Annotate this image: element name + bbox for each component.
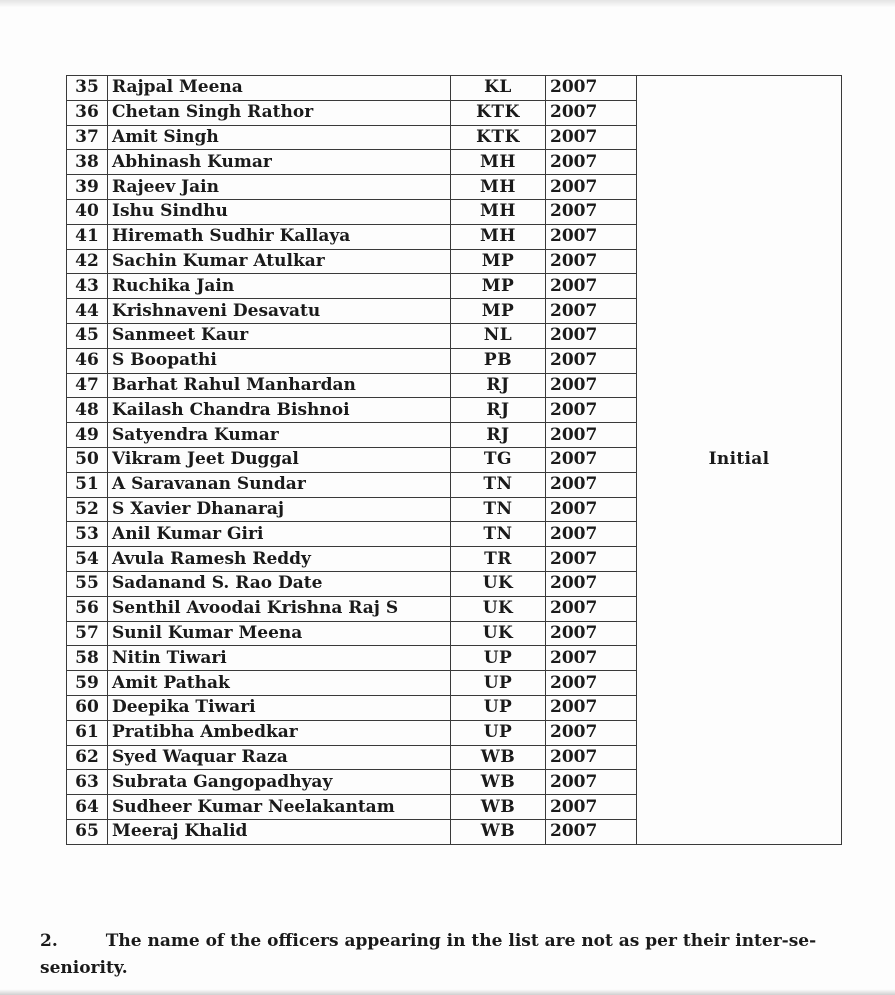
officer-name-cell: Satyendra Kumar xyxy=(108,423,451,448)
serial-number-cell: 62 xyxy=(67,745,108,770)
serial-number-cell: 53 xyxy=(67,522,108,547)
officer-name-cell: Anil Kumar Giri xyxy=(108,522,451,547)
batch-year-cell: 2007 xyxy=(546,125,637,150)
batch-year-cell: 2007 xyxy=(546,621,637,646)
serial-number-cell: 35 xyxy=(67,76,108,101)
serial-number-cell: 64 xyxy=(67,795,108,820)
batch-year-cell: 2007 xyxy=(546,522,637,547)
cadre-cell: WB xyxy=(451,745,546,770)
serial-number-cell: 43 xyxy=(67,274,108,299)
batch-year-cell: 2007 xyxy=(546,175,637,200)
batch-year-cell: 2007 xyxy=(546,348,637,373)
cadre-cell: TG xyxy=(451,447,546,472)
cadre-cell: TN xyxy=(451,522,546,547)
cadre-cell: TR xyxy=(451,547,546,572)
cadre-cell: MP xyxy=(451,299,546,324)
batch-year-cell: 2007 xyxy=(546,447,637,472)
batch-year-cell: 2007 xyxy=(546,497,637,522)
batch-year-cell: 2007 xyxy=(546,720,637,745)
officer-name-cell: Pratibha Ambedkar xyxy=(108,720,451,745)
note-paragraph xyxy=(40,928,840,982)
cadre-cell: UK xyxy=(451,571,546,596)
cadre-cell: TN xyxy=(451,472,546,497)
batch-year-cell: 2007 xyxy=(546,596,637,621)
officer-name-cell: A Saravanan Sundar xyxy=(108,472,451,497)
batch-year-cell: 2007 xyxy=(546,76,637,101)
serial-number-cell: 57 xyxy=(67,621,108,646)
cadre-cell: UP xyxy=(451,646,546,671)
serial-number-cell: 58 xyxy=(67,646,108,671)
cadre-cell: RJ xyxy=(451,423,546,448)
officer-name-cell: Hiremath Sudhir Kallaya xyxy=(108,224,451,249)
batch-year-cell: 2007 xyxy=(546,199,637,224)
serial-number-cell: 38 xyxy=(67,150,108,175)
batch-year-cell: 2007 xyxy=(546,249,637,274)
batch-year-cell: 2007 xyxy=(546,795,637,820)
cadre-cell: RJ xyxy=(451,373,546,398)
serial-number-cell: 63 xyxy=(67,770,108,795)
officer-name-cell: Rajeev Jain xyxy=(108,175,451,200)
serial-number-cell: 40 xyxy=(67,199,108,224)
officer-name-cell: Subrata Gangopadhyay xyxy=(108,770,451,795)
cadre-cell: TN xyxy=(451,497,546,522)
batch-year-cell: 2007 xyxy=(546,547,637,572)
serial-number-cell: 54 xyxy=(67,547,108,572)
batch-year-cell: 2007 xyxy=(546,150,637,175)
status-cell: Initial xyxy=(637,76,842,845)
batch-year-cell: 2007 xyxy=(546,299,637,324)
cadre-cell: WB xyxy=(451,819,546,844)
serial-number-cell: 48 xyxy=(67,398,108,423)
cadre-cell: WB xyxy=(451,770,546,795)
cadre-cell: MH xyxy=(451,150,546,175)
cadre-cell: UP xyxy=(451,720,546,745)
serial-number-cell: 42 xyxy=(67,249,108,274)
batch-year-cell: 2007 xyxy=(546,646,637,671)
officer-name-cell: Deepika Tiwari xyxy=(108,695,451,720)
cadre-cell: MH xyxy=(451,175,546,200)
serial-number-cell: 47 xyxy=(67,373,108,398)
officer-name-cell: Sanmeet Kaur xyxy=(108,323,451,348)
cadre-cell: KTK xyxy=(451,125,546,150)
batch-year-cell: 2007 xyxy=(546,398,637,423)
serial-number-cell: 59 xyxy=(67,671,108,696)
officer-name-cell: Amit Pathak xyxy=(108,671,451,696)
cadre-cell: WB xyxy=(451,795,546,820)
cadre-cell: UP xyxy=(451,695,546,720)
serial-number-cell: 39 xyxy=(67,175,108,200)
serial-number-cell: 45 xyxy=(67,323,108,348)
scan-top-edge xyxy=(0,0,895,8)
cadre-cell: KTK xyxy=(451,100,546,125)
serial-number-cell: 49 xyxy=(67,423,108,448)
officer-name-cell: Sunil Kumar Meena xyxy=(108,621,451,646)
officers-table xyxy=(66,75,842,845)
serial-number-cell: 65 xyxy=(67,819,108,844)
officer-name-cell: Sadanand S. Rao Date xyxy=(108,571,451,596)
batch-year-cell: 2007 xyxy=(546,745,637,770)
officer-name-cell: Krishnaveni Desavatu xyxy=(108,299,451,324)
batch-year-cell: 2007 xyxy=(546,671,637,696)
officer-name-cell: Chetan Singh Rathor xyxy=(108,100,451,125)
batch-year-cell: 2007 xyxy=(546,224,637,249)
officer-name-cell: Vikram Jeet Duggal xyxy=(108,447,451,472)
officer-name-cell: Sudheer Kumar Neelakantam xyxy=(108,795,451,820)
officer-name-cell: Senthil Avoodai Krishna Raj S xyxy=(108,596,451,621)
officer-name-cell: Ishu Sindhu xyxy=(108,199,451,224)
serial-number-cell: 60 xyxy=(67,695,108,720)
batch-year-cell: 2007 xyxy=(546,373,637,398)
officer-name-cell: Rajpal Meena xyxy=(108,76,451,101)
officer-name-cell: Nitin Tiwari xyxy=(108,646,451,671)
cadre-cell: NL xyxy=(451,323,546,348)
batch-year-cell: 2007 xyxy=(546,274,637,299)
officer-name-cell: Barhat Rahul Manhardan xyxy=(108,373,451,398)
serial-number-cell: 51 xyxy=(67,472,108,497)
officer-name-cell: Meeraj Khalid xyxy=(108,819,451,844)
serial-number-cell: 52 xyxy=(67,497,108,522)
serial-number-cell: 46 xyxy=(67,348,108,373)
cadre-cell: UP xyxy=(451,671,546,696)
officer-name-cell: Avula Ramesh Reddy xyxy=(108,547,451,572)
batch-year-cell: 2007 xyxy=(546,819,637,844)
batch-year-cell: 2007 xyxy=(546,100,637,125)
batch-year-cell: 2007 xyxy=(546,472,637,497)
officer-name-cell: S Boopathi xyxy=(108,348,451,373)
serial-number-cell: 50 xyxy=(67,447,108,472)
serial-number-cell: 56 xyxy=(67,596,108,621)
officer-name-cell: Amit Singh xyxy=(108,125,451,150)
cadre-cell: PB xyxy=(451,348,546,373)
officer-name-cell: Syed Waquar Raza xyxy=(108,745,451,770)
note-text: The name of the officers appearing in the list are not as per their inter-se-seniority. xyxy=(40,931,817,978)
batch-year-cell: 2007 xyxy=(546,695,637,720)
batch-year-cell: 2007 xyxy=(546,323,637,348)
batch-year-cell: 2007 xyxy=(546,770,637,795)
batch-year-cell: 2007 xyxy=(546,423,637,448)
officer-name-cell: S Xavier Dhanaraj xyxy=(108,497,451,522)
serial-number-cell: 44 xyxy=(67,299,108,324)
officer-name-cell: Ruchika Jain xyxy=(108,274,451,299)
cadre-cell: MP xyxy=(451,274,546,299)
cadre-cell: MH xyxy=(451,224,546,249)
cadre-cell: UK xyxy=(451,621,546,646)
officers-table-body xyxy=(67,76,842,845)
table-row xyxy=(67,76,842,101)
serial-number-cell: 55 xyxy=(67,571,108,596)
batch-year-cell: 2007 xyxy=(546,571,637,596)
officer-name-cell: Abhinash Kumar xyxy=(108,150,451,175)
cadre-cell: MP xyxy=(451,249,546,274)
serial-number-cell: 37 xyxy=(67,125,108,150)
scan-bottom-edge xyxy=(0,989,895,995)
officer-name-cell: Sachin Kumar Atulkar xyxy=(108,249,451,274)
serial-number-cell: 61 xyxy=(67,720,108,745)
cadre-cell: MH xyxy=(451,199,546,224)
serial-number-cell: 41 xyxy=(67,224,108,249)
serial-number-cell: 36 xyxy=(67,100,108,125)
cadre-cell: KL xyxy=(451,76,546,101)
note-number: 2. xyxy=(40,931,58,951)
officer-name-cell: Kailash Chandra Bishnoi xyxy=(108,398,451,423)
cadre-cell: RJ xyxy=(451,398,546,423)
cadre-cell: UK xyxy=(451,596,546,621)
